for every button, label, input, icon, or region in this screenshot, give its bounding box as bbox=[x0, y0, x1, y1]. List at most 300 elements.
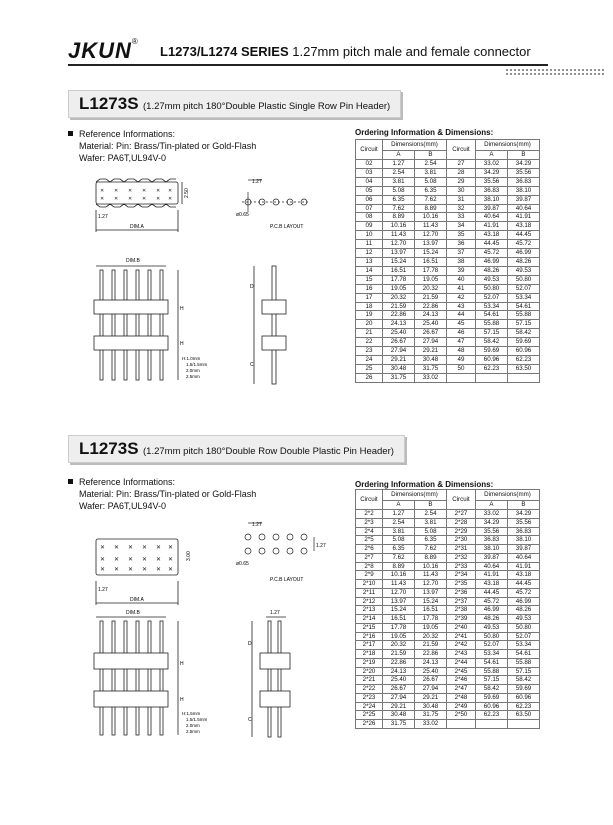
circuit-cell: 43 bbox=[447, 302, 476, 311]
dim-b-cell: 44.45 bbox=[508, 580, 540, 589]
dim-b-cell: 17.78 bbox=[415, 615, 447, 624]
dim-b-cell: 25.40 bbox=[415, 320, 447, 329]
svg-text:✕: ✕ bbox=[168, 566, 174, 573]
svg-text:✕: ✕ bbox=[142, 556, 148, 563]
dim-b-header: B bbox=[415, 501, 447, 510]
dim-a-cell: 8.89 bbox=[383, 213, 415, 222]
table-row bbox=[356, 275, 540, 284]
table-row bbox=[356, 571, 540, 580]
dim-a-cell: 1.27 bbox=[383, 510, 415, 519]
dim-b-cell: 34.29 bbox=[508, 160, 540, 169]
pcb-dim-label-2: 1.27 bbox=[252, 522, 262, 528]
dim-a-cell: 6.35 bbox=[383, 545, 415, 554]
circuit-cell: 08 bbox=[356, 213, 383, 222]
circuit-cell: 2*28 bbox=[447, 518, 476, 527]
circuit-cell: 07 bbox=[356, 204, 383, 213]
dim-a-cell: 29.21 bbox=[383, 355, 415, 364]
dim-b-cell: 15.24 bbox=[415, 249, 447, 258]
circuit-cell bbox=[447, 373, 476, 382]
circuit-cell: 2*4 bbox=[356, 527, 383, 536]
table-row bbox=[356, 364, 540, 373]
dim-a-cell: 20.32 bbox=[383, 293, 415, 302]
circuit-cell: 16 bbox=[356, 284, 383, 293]
dim-b-cell: 41.91 bbox=[508, 213, 540, 222]
dim-b-cell: 31.75 bbox=[415, 364, 447, 373]
circuit-cell: 47 bbox=[447, 338, 476, 347]
h-label-2: H bbox=[180, 341, 184, 347]
dim-a-cell: 45.72 bbox=[476, 249, 508, 258]
page-header bbox=[0, 0, 613, 90]
dim-b-cell: 49.53 bbox=[508, 615, 540, 624]
svg-text:✕: ✕ bbox=[100, 556, 106, 563]
table-row bbox=[356, 373, 540, 382]
dim-b-cell: 7.62 bbox=[415, 195, 447, 204]
dim-b-cell: 49.53 bbox=[508, 266, 540, 275]
top-view-drawing-2 bbox=[96, 539, 178, 605]
dim-a-cell: 11.43 bbox=[383, 231, 415, 240]
circuit-cell: 2*33 bbox=[447, 562, 476, 571]
dim-a-cell: 34.29 bbox=[476, 518, 508, 527]
svg-text:✕: ✕ bbox=[142, 196, 147, 202]
dim-b-cell: 57.15 bbox=[508, 320, 540, 329]
dim-a-cell: 58.42 bbox=[476, 685, 508, 694]
table-row bbox=[356, 231, 540, 240]
table-row bbox=[356, 693, 540, 702]
dim-b-cell: 40.64 bbox=[508, 553, 540, 562]
circuit-cell: 2*15 bbox=[356, 623, 383, 632]
dim-b-cell: 27.94 bbox=[415, 685, 447, 694]
circuit-cell: 22 bbox=[356, 338, 383, 347]
svg-text:✕: ✕ bbox=[128, 544, 134, 551]
svg-text:✕: ✕ bbox=[128, 556, 134, 563]
dim-a-cell: 12.70 bbox=[383, 240, 415, 249]
dim-a-cell: 50.80 bbox=[476, 632, 508, 641]
table1-title: Ordering Information & Dimensions: bbox=[355, 128, 494, 137]
dim-a-cell: 44.45 bbox=[476, 588, 508, 597]
circuit-cell: 28 bbox=[447, 168, 476, 177]
table-row bbox=[356, 284, 540, 293]
dim-b-cell: 13.97 bbox=[415, 588, 447, 597]
circuit-cell: 2*7 bbox=[356, 553, 383, 562]
dim-b-cell: 45.72 bbox=[508, 240, 540, 249]
dim-a-cell: 55.88 bbox=[476, 667, 508, 676]
dim-a-cell: 13.97 bbox=[383, 249, 415, 258]
circuit-cell: 2*44 bbox=[447, 658, 476, 667]
h-spec-2: 1.5/1.5mm bbox=[186, 362, 208, 367]
circuit-cell: 37 bbox=[447, 249, 476, 258]
dim-a-cell: 5.08 bbox=[383, 536, 415, 545]
dim-b-cell: 24.13 bbox=[415, 311, 447, 320]
circuit-cell: 20 bbox=[356, 320, 383, 329]
circuit-cell: 2*16 bbox=[356, 632, 383, 641]
dim-a-cell: 39.87 bbox=[476, 204, 508, 213]
pcb-dim-label: 1.27 bbox=[252, 179, 262, 185]
dim-a-cell: 21.59 bbox=[383, 650, 415, 659]
hole-dia-label-2: ø0.65 bbox=[236, 561, 249, 567]
table-row bbox=[356, 257, 540, 266]
table-row bbox=[356, 588, 540, 597]
circuit-cell: 2*13 bbox=[356, 606, 383, 615]
dim-a-header: A bbox=[383, 151, 415, 160]
dim-b-cell: 40.64 bbox=[508, 204, 540, 213]
table-row bbox=[356, 650, 540, 659]
dim-b-cell: 35.56 bbox=[508, 518, 540, 527]
dim-b-cell: 39.87 bbox=[508, 545, 540, 554]
svg-text:✕: ✕ bbox=[100, 544, 106, 551]
dim-b-cell: 54.61 bbox=[508, 650, 540, 659]
table-row bbox=[356, 623, 540, 632]
dim-a-cell: 35.56 bbox=[476, 527, 508, 536]
dim-b-cell: 54.61 bbox=[508, 302, 540, 311]
dim-a-cell: 2.54 bbox=[383, 518, 415, 527]
dim-b-label-2: DIM.B bbox=[126, 610, 140, 616]
dim-a-cell: 54.61 bbox=[476, 658, 508, 667]
dim-a-cell: 59.69 bbox=[476, 347, 508, 356]
circuit-header: Circuit bbox=[447, 490, 476, 510]
dim-a-cell: 49.53 bbox=[476, 275, 508, 284]
dim-a-cell: 3.81 bbox=[383, 527, 415, 536]
circuit-cell: 32 bbox=[447, 204, 476, 213]
table-row bbox=[356, 177, 540, 186]
dim-b-cell: 62.23 bbox=[508, 355, 540, 364]
dim-b-cell: 59.69 bbox=[508, 338, 540, 347]
circuit-header: Circuit bbox=[447, 140, 476, 160]
dimensions-header: Dimensions(mm) bbox=[383, 140, 447, 151]
circuit-cell: 26 bbox=[356, 373, 383, 382]
table-header-row bbox=[356, 490, 540, 501]
circuit-cell: 2*21 bbox=[356, 676, 383, 685]
svg-text:✕: ✕ bbox=[142, 188, 147, 194]
table-row bbox=[356, 685, 540, 694]
dim-b-cell: 20.32 bbox=[415, 284, 447, 293]
svg-text:✕: ✕ bbox=[128, 566, 134, 573]
table-row bbox=[356, 266, 540, 275]
svg-text:✕: ✕ bbox=[142, 544, 148, 551]
table-row bbox=[356, 213, 540, 222]
dim-b-cell: 31.75 bbox=[415, 711, 447, 720]
dim-a-cell: 15.24 bbox=[383, 257, 415, 266]
c-label: C bbox=[250, 362, 254, 368]
dim-a-cell: 29.21 bbox=[383, 702, 415, 711]
circuit-cell: 17 bbox=[356, 293, 383, 302]
table-row bbox=[356, 302, 540, 311]
svg-text:✕: ✕ bbox=[114, 188, 119, 194]
h-label-4: H bbox=[180, 697, 184, 703]
dim-a-cell: 7.62 bbox=[383, 553, 415, 562]
dim-a-cell: 33.02 bbox=[476, 160, 508, 169]
dim-a-cell: 40.64 bbox=[476, 562, 508, 571]
circuit-cell: 2*41 bbox=[447, 632, 476, 641]
dim-a-cell: 58.42 bbox=[476, 338, 508, 347]
circuit-cell: 19 bbox=[356, 311, 383, 320]
ordering-table-1 bbox=[355, 139, 540, 383]
dim-b-cell: 19.05 bbox=[415, 275, 447, 284]
dim-b-cell: 5.08 bbox=[415, 177, 447, 186]
dim-b-cell: 30.48 bbox=[415, 355, 447, 364]
table-row bbox=[356, 615, 540, 624]
svg-text:✕: ✕ bbox=[114, 196, 119, 202]
svg-text:✕: ✕ bbox=[142, 566, 148, 573]
hole-dia-label: ø0.65 bbox=[236, 212, 249, 218]
dim-a-cell: 39.87 bbox=[476, 553, 508, 562]
d-label-2: D bbox=[248, 641, 252, 647]
dim-b-cell: 30.48 bbox=[415, 702, 447, 711]
dim-b-cell: 22.86 bbox=[415, 650, 447, 659]
circuit-cell: 2*2 bbox=[356, 510, 383, 519]
circuit-cell: 2*32 bbox=[447, 553, 476, 562]
circuit-cell: 42 bbox=[447, 293, 476, 302]
dim-a-cell: 38.10 bbox=[476, 545, 508, 554]
table-row bbox=[356, 204, 540, 213]
circuit-cell: 2*26 bbox=[356, 720, 383, 729]
table-row bbox=[356, 347, 540, 356]
dim-b-cell: 3.81 bbox=[415, 518, 447, 527]
dim-a-cell: 59.69 bbox=[476, 693, 508, 702]
table-row bbox=[356, 720, 540, 729]
dim-b-cell: 63.50 bbox=[508, 364, 540, 373]
circuit-cell: 2*40 bbox=[447, 623, 476, 632]
dim-a-cell: 2.54 bbox=[383, 168, 415, 177]
svg-text:✕: ✕ bbox=[100, 188, 105, 194]
circuit-cell: 05 bbox=[356, 186, 383, 195]
circuit-header: Circuit bbox=[356, 140, 383, 160]
dim-a-cell: 25.40 bbox=[383, 676, 415, 685]
pcb-layout-label-2: P.C.B LAYOUT bbox=[270, 577, 304, 583]
svg-text:✕: ✕ bbox=[168, 556, 174, 563]
dim-a-cell: 48.26 bbox=[476, 266, 508, 275]
dim-a-cell: 52.07 bbox=[476, 641, 508, 650]
table-row bbox=[356, 518, 540, 527]
circuit-cell: 2*3 bbox=[356, 518, 383, 527]
pcb-layout-label: P.C.B LAYOUT bbox=[270, 224, 304, 230]
dim-b-cell: 43.18 bbox=[508, 222, 540, 231]
circuit-cell: 18 bbox=[356, 302, 383, 311]
dim-b-cell: 21.59 bbox=[415, 293, 447, 302]
dim-a-cell: 57.15 bbox=[476, 676, 508, 685]
dim-a-cell: 15.24 bbox=[383, 606, 415, 615]
dim-a-cell: 43.18 bbox=[476, 580, 508, 589]
dim-a-cell: 52.07 bbox=[476, 293, 508, 302]
dim-a-cell: 30.48 bbox=[383, 364, 415, 373]
dim-b-cell: 62.23 bbox=[508, 702, 540, 711]
dim-a-cell: 62.23 bbox=[476, 364, 508, 373]
front-view-drawing-2 bbox=[94, 617, 178, 735]
dim-b-cell: 6.35 bbox=[415, 186, 447, 195]
dim-b-cell: 33.02 bbox=[415, 373, 447, 382]
header-rule bbox=[68, 64, 548, 66]
dim-a-cell: 22.86 bbox=[383, 658, 415, 667]
svg-text:✕: ✕ bbox=[168, 196, 173, 202]
dim-b-cell: 8.89 bbox=[415, 553, 447, 562]
dim-a-cell: 54.61 bbox=[476, 311, 508, 320]
brand-logo: JKUN® bbox=[68, 36, 139, 63]
circuit-cell: 45 bbox=[447, 320, 476, 329]
dim-b-cell: 63.50 bbox=[508, 711, 540, 720]
svg-text:✕: ✕ bbox=[100, 566, 106, 573]
dim-b-cell: 24.13 bbox=[415, 658, 447, 667]
section1-title: L1273S (1.27mm pitch 180°Double Plastic Single Row Pin Header) bbox=[68, 90, 401, 118]
dim-a-cell: 48.26 bbox=[476, 615, 508, 624]
circuit-cell: 2*17 bbox=[356, 641, 383, 650]
circuit-cell: 2*25 bbox=[356, 711, 383, 720]
dim-b-cell: 55.88 bbox=[508, 658, 540, 667]
dim-a-cell: 62.23 bbox=[476, 711, 508, 720]
dim-b-cell: 50.80 bbox=[508, 623, 540, 632]
circuit-cell: 2*9 bbox=[356, 571, 383, 580]
dim-a-cell: 45.72 bbox=[476, 597, 508, 606]
table-row bbox=[356, 186, 540, 195]
dim-b-cell: 46.99 bbox=[508, 249, 540, 258]
dim-a-cell: 13.97 bbox=[383, 597, 415, 606]
circuit-cell: 50 bbox=[447, 364, 476, 373]
table-row bbox=[356, 168, 540, 177]
dim-b-header: B bbox=[415, 151, 447, 160]
dim-1-27-label-2: 1.27 bbox=[98, 587, 108, 593]
circuit-cell: 13 bbox=[356, 257, 383, 266]
dim-a-cell: 16.51 bbox=[383, 266, 415, 275]
dim-b-cell: 39.87 bbox=[508, 195, 540, 204]
table-row bbox=[356, 632, 540, 641]
dim-a-cell: 41.91 bbox=[476, 571, 508, 580]
circuit-cell: 2*48 bbox=[447, 693, 476, 702]
dim-a-cell: 30.48 bbox=[383, 711, 415, 720]
section2-reference: Reference Informations: Material: Pin: Brass/Tin-plated or Gold-Flash Wafer: PA6T,UL94V-0 bbox=[68, 476, 256, 512]
dim-b-cell: 2.54 bbox=[415, 160, 447, 169]
dim-b-cell: 58.42 bbox=[508, 676, 540, 685]
circuit-cell: 2*11 bbox=[356, 588, 383, 597]
dim-b-cell: 3.81 bbox=[415, 168, 447, 177]
circuit-cell: 35 bbox=[447, 231, 476, 240]
circuit-cell: 48 bbox=[447, 347, 476, 356]
dim-b-cell: 36.83 bbox=[508, 177, 540, 186]
table-row bbox=[356, 293, 540, 302]
dim-a-label: DIM.A bbox=[130, 224, 144, 230]
circuit-cell: 2*6 bbox=[356, 545, 383, 554]
circuit-cell: 09 bbox=[356, 222, 383, 231]
dim-b-cell: 33.02 bbox=[415, 720, 447, 729]
circuit-cell: 10 bbox=[356, 231, 383, 240]
circuit-cell: 15 bbox=[356, 275, 383, 284]
h-spec-3: 2.0mm bbox=[186, 368, 200, 373]
dim-b-cell: 52.07 bbox=[508, 284, 540, 293]
circuit-cell: 41 bbox=[447, 284, 476, 293]
circuit-cell: 14 bbox=[356, 266, 383, 275]
h-spec-2-2: 1.5/1.5mm bbox=[186, 717, 208, 722]
dim-a-cell: 31.75 bbox=[383, 373, 415, 382]
circuit-cell: 2*24 bbox=[356, 702, 383, 711]
svg-text:✕: ✕ bbox=[128, 188, 133, 194]
dim-a-header: A bbox=[476, 151, 508, 160]
dim-a-cell: 22.86 bbox=[383, 311, 415, 320]
dim-b-cell: 13.97 bbox=[415, 240, 447, 249]
dim-b-cell: 48.26 bbox=[508, 257, 540, 266]
dim-a-cell: 19.05 bbox=[383, 632, 415, 641]
dim-a-cell: 44.45 bbox=[476, 240, 508, 249]
h-spec-1-2: H:1.5mm bbox=[182, 711, 201, 716]
dim-a-cell: 17.78 bbox=[383, 623, 415, 632]
dim-a-cell: 55.88 bbox=[476, 320, 508, 329]
circuit-cell: 2*34 bbox=[447, 571, 476, 580]
dim-a-cell: 33.02 bbox=[476, 510, 508, 519]
dim-b-cell: 11.43 bbox=[415, 222, 447, 231]
dim-a-cell: 10.16 bbox=[383, 571, 415, 580]
circuit-cell: 2*39 bbox=[447, 615, 476, 624]
svg-text:✕: ✕ bbox=[114, 556, 120, 563]
dim-a-cell: 10.16 bbox=[383, 222, 415, 231]
dim-a-cell: 36.83 bbox=[476, 536, 508, 545]
dim-b-cell: 60.96 bbox=[508, 693, 540, 702]
dim-b-cell: 8.89 bbox=[415, 204, 447, 213]
dim-b-cell: 10.16 bbox=[415, 213, 447, 222]
d-label: D bbox=[250, 284, 254, 290]
table-header-row bbox=[356, 140, 540, 151]
dim-a-cell: 49.53 bbox=[476, 623, 508, 632]
dim-b-cell: 11.43 bbox=[415, 571, 447, 580]
circuit-cell: 2*20 bbox=[356, 667, 383, 676]
dim-a-cell: 19.05 bbox=[383, 284, 415, 293]
circuit-cell: 31 bbox=[447, 195, 476, 204]
circuit-cell: 2*31 bbox=[447, 545, 476, 554]
dim-b-cell: 48.26 bbox=[508, 606, 540, 615]
table-row bbox=[356, 545, 540, 554]
circuit-cell: 40 bbox=[447, 275, 476, 284]
circuit-cell: 03 bbox=[356, 168, 383, 177]
circuit-cell: 2*14 bbox=[356, 615, 383, 624]
table-row bbox=[356, 355, 540, 364]
circuit-cell: 2*10 bbox=[356, 580, 383, 589]
table-row bbox=[356, 338, 540, 347]
series-title: L1273/L1274 SERIES 1.27mm pitch male and female connector bbox=[160, 44, 531, 59]
dim-a-cell: 27.94 bbox=[383, 347, 415, 356]
svg-text:✕: ✕ bbox=[168, 544, 174, 551]
side-dim-label: 1.27 bbox=[270, 610, 280, 616]
table-row bbox=[356, 510, 540, 519]
circuit-cell: 02 bbox=[356, 160, 383, 169]
dim-b-cell: 16.51 bbox=[415, 257, 447, 266]
table-row bbox=[356, 711, 540, 720]
dim-b-cell: 59.69 bbox=[508, 685, 540, 694]
dim-a-cell bbox=[476, 720, 508, 729]
dim-b-cell: 19.05 bbox=[415, 623, 447, 632]
dim-b-cell: 12.70 bbox=[415, 580, 447, 589]
dim-a-cell: 12.70 bbox=[383, 588, 415, 597]
dim-a-cell: 27.94 bbox=[383, 693, 415, 702]
dim-b-cell: 17.78 bbox=[415, 266, 447, 275]
table-row bbox=[356, 320, 540, 329]
circuit-cell: 06 bbox=[356, 195, 383, 204]
section2-title: L1273S (1.27mm pitch 180°Double Row Double Plastic Pin Header) bbox=[68, 435, 405, 463]
circuit-cell: 27 bbox=[447, 160, 476, 169]
dim-b-cell: 50.80 bbox=[508, 275, 540, 284]
dim-a-label-2: DIM.A bbox=[130, 597, 144, 603]
dim-b-cell: 36.83 bbox=[508, 527, 540, 536]
dim-b-cell: 43.18 bbox=[508, 571, 540, 580]
table-row bbox=[356, 553, 540, 562]
dim-b-header: B bbox=[508, 501, 540, 510]
circuit-cell: 2*19 bbox=[356, 658, 383, 667]
dim-b-cell: 27.94 bbox=[415, 338, 447, 347]
circuit-cell: 04 bbox=[356, 177, 383, 186]
dim-b-cell: 15.24 bbox=[415, 597, 447, 606]
table-row bbox=[356, 580, 540, 589]
dim-a-cell: 6.35 bbox=[383, 195, 415, 204]
dim-b-cell bbox=[508, 373, 540, 382]
circuit-cell: 2*12 bbox=[356, 597, 383, 606]
table-row bbox=[356, 249, 540, 258]
dim-b-cell: 26.67 bbox=[415, 676, 447, 685]
dim-a-cell: 34.29 bbox=[476, 168, 508, 177]
circuit-cell: 39 bbox=[447, 266, 476, 275]
